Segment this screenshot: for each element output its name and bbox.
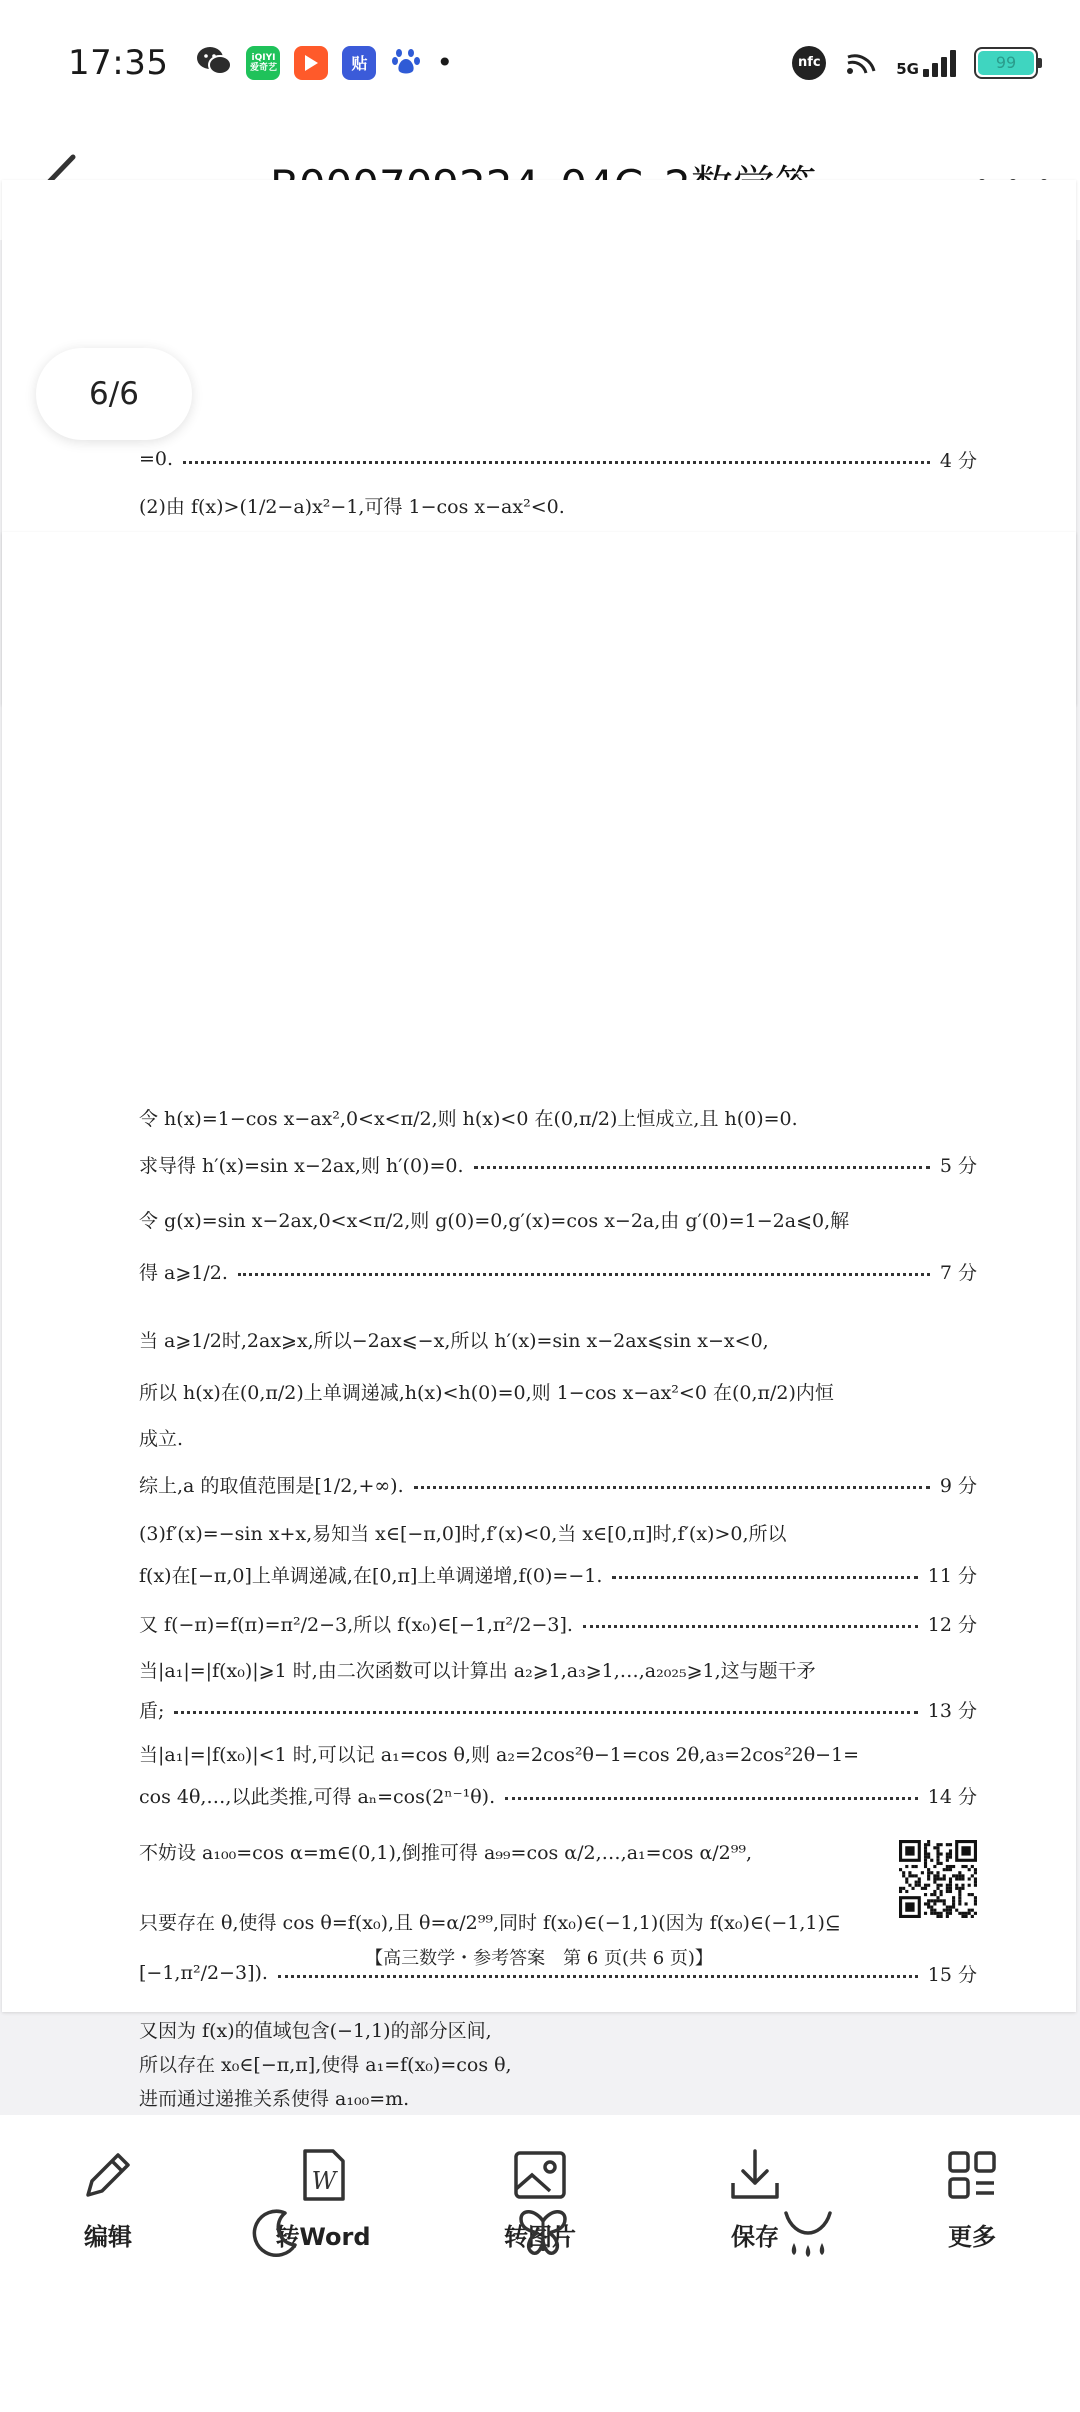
wifi-icon xyxy=(844,45,878,81)
more-label: 更多 xyxy=(948,2223,996,2251)
answer-line: cos 4θ,…,以此类推,可得 aₙ=cos(2ⁿ⁻¹θ). 14 分 xyxy=(139,1778,977,1812)
eye-care-button[interactable] xyxy=(515,2205,571,2265)
answer-line: (2)由 f(x)>(1/2−a)x²−1,可得 1−cos x−ax²<0. xyxy=(139,495,565,518)
answer-line: 求导得 h′(x)=sin x−2ax,则 h′(0)=0. 5 分 xyxy=(139,1147,977,1181)
status-time: 17:35 xyxy=(68,42,169,83)
video-play-icon xyxy=(294,46,328,80)
answer-line: f(x)在[−π,0]上单调递减,在[0,π]上单调递增,f(0)=−1. 11 分 xyxy=(139,1557,977,1591)
answer-line: 进而通过递推关系使得 a₁₀₀=m. xyxy=(139,2087,410,2110)
notification-icons xyxy=(196,45,453,81)
moon-icon xyxy=(247,2205,303,2261)
image-icon xyxy=(510,2145,570,2205)
answer-line: 所以 h(x)在(0,π/2)上单调递减,h(x)<h(0)=0,则 1−cos x−ax²<0 在(0,π/2)内恒 xyxy=(139,1381,834,1404)
score-label: 7 分 xyxy=(939,1261,977,1284)
battery-level: 99 xyxy=(978,51,1034,75)
status-bar xyxy=(0,0,1080,125)
svg-text:W: W xyxy=(311,2167,337,2195)
save-label: 保存 xyxy=(731,2223,779,2251)
answer-line: 令 h(x)=1−cos x−ax²,0<x<π/2,则 h(x)<0 在(0,π/2)上恒成立,且 h(0)=0. xyxy=(139,1107,798,1130)
convert-image-label: 转图片 xyxy=(504,2223,576,2251)
answer-line: 令 g(x)=sin x−2ax,0<x<π/2,则 g(0)=0,g′(x)=cos x−2a,由 g′(0)=1−2a⩽0,解 xyxy=(139,1209,850,1232)
answer-line: (3)f′(x)=−sin x+x,易知当 x∈[−π,0]时,f′(x)<0,当 x∈[0,π]时,f′(x)>0,所以 xyxy=(139,1522,787,1545)
nfc-icon: nfc xyxy=(792,46,826,80)
score-label: 11 分 xyxy=(927,1564,977,1587)
battery-icon xyxy=(974,47,1038,79)
convert-word-label: 转Word xyxy=(275,2223,371,2251)
system-icons xyxy=(792,45,1038,81)
answer-line: 所以存在 x₀∈[−π,π],使得 a₁=f(x₀)=cos θ, xyxy=(139,2053,512,2076)
page-indicator: 6/6 xyxy=(36,348,192,440)
answer-line: =0. 4 分 xyxy=(139,442,977,476)
tieba-icon: 贴 xyxy=(342,46,376,80)
notification-dot: • xyxy=(436,46,453,79)
score-label: 15 分 xyxy=(927,1963,977,1986)
answer-line: 综上,a 的取值范围是[1/2,+∞). 9 分 xyxy=(139,1467,977,1501)
iqiyi-icon: iQIYI 爱奇艺 xyxy=(246,46,280,80)
score-label: 13 分 xyxy=(927,1699,977,1722)
answer-line: 得 a⩾1/2. 7 分 xyxy=(139,1254,977,1288)
edit-button[interactable] xyxy=(43,2145,173,2252)
score-label: 4 分 xyxy=(939,449,977,472)
eye-drop-icon xyxy=(780,2203,836,2263)
answer-line: 不妨设 a₁₀₀=cos α=m∈(0,1),倒推可得 a₉₉=cos α/2,…,a₁=cos α/2⁹⁹, xyxy=(139,1841,753,1864)
bottom-toolbar xyxy=(0,2115,1080,2412)
baidu-icon xyxy=(390,45,422,81)
document-viewer[interactable] xyxy=(0,240,1080,2115)
answer-line: 成立. xyxy=(139,1427,184,1450)
page-6 xyxy=(2,532,1076,2110)
answer-line: 又因为 f(x)的值域包含(−1,1)的部分区间, xyxy=(139,2019,492,2042)
score-label: 9 分 xyxy=(939,1474,977,1497)
score-label: 14 分 xyxy=(927,1785,977,1808)
page-footer: 【高三数学・参考答案 第 6 页(共 6 页)】 xyxy=(365,1948,713,1969)
reading-mode-button[interactable] xyxy=(780,2203,836,2267)
word-icon xyxy=(293,2145,353,2205)
answer-line: 盾; 13 分 xyxy=(139,1692,977,1726)
more-button[interactable] xyxy=(907,2145,1037,2252)
night-mode-button[interactable] xyxy=(247,2205,303,2265)
edit-label: 编辑 xyxy=(84,2223,132,2251)
answer-line: 当|a₁|=|f(x₀)|⩾1 时,由二次函数可以计算出 a₂⩾1,a₃⩾1,…,a₂₀₂₅⩾1,这与题干矛 xyxy=(139,1659,816,1682)
score-label: 5 分 xyxy=(939,1154,977,1177)
answer-line: [−1,π²/2−3]). 15 分 xyxy=(139,1956,977,1990)
pencil-icon xyxy=(78,2145,138,2205)
answer-line: 只要存在 θ,使得 cos θ=f(x₀),且 θ=α/2⁹⁹,同时 f(x₀)∈(−1,1)(因为 f(x₀)∈(−1,1)⊆ xyxy=(139,1911,841,1934)
wechat-icon xyxy=(196,45,232,81)
grid-icon xyxy=(942,2145,1002,2205)
answer-line: 又 f(−π)=f(π)=π²/2−3,所以 f(x₀)∈[−1,π²/2−3]. 12 分 xyxy=(139,1606,977,1640)
network-type: 5G xyxy=(896,59,919,78)
download-icon xyxy=(725,2145,785,2205)
butterfly-icon xyxy=(515,2205,571,2261)
qr-code xyxy=(899,1840,977,1918)
score-label: 12 分 xyxy=(927,1613,977,1636)
signal-bars-icon xyxy=(923,49,956,77)
cellular-signal xyxy=(896,49,956,77)
answer-line: 当|a₁|=|f(x₀)|<1 时,可以记 a₁=cos θ,则 a₂=2cos²θ−1=cos 2θ,a₃=2cos²2θ−1= xyxy=(139,1743,860,1766)
answer-line: 当 a⩾1/2时,2ax⩾x,所以−2ax⩽−x,所以 h′(x)=sin x−2ax⩽sin x−x<0, xyxy=(139,1329,769,1352)
